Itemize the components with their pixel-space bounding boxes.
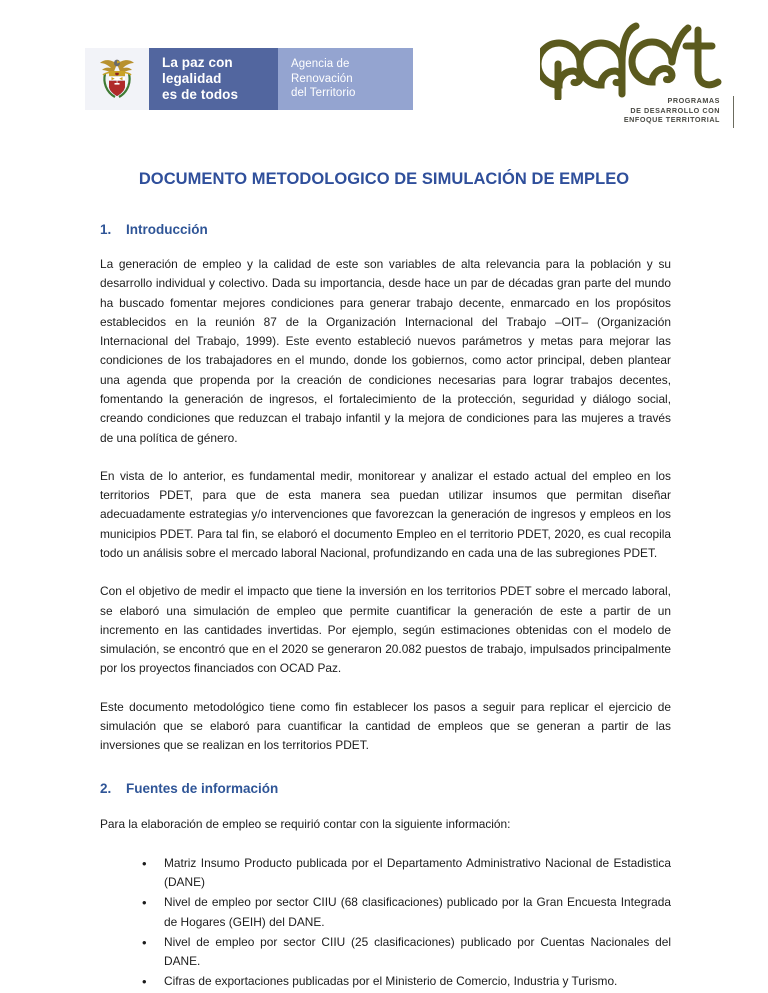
- paragraph: En vista de lo anterior, es fundamental medir, monitorear y analizar el estado actual del empleo en los territorios PDET, para que de esta manera sea puedan utilizar insumos que permitan diseñar adecuadamente estrategias y/o intervenciones que favorezcan la generación de ingresos y empleos en los municipios PDET. Para tal fin, se elaboró el documento Empleo en el territorio PDET, 2020, es cual recopila todo un análisis sobre el mercado laboral Nacional, profundizando en cada una de las subregiones PDET.: [100, 468, 671, 560]
- gov-slogan-line-3: es de todos: [162, 86, 239, 102]
- document-content: [100, 222, 671, 993]
- list-item: • Nivel de empleo por sector CIIU (68 clasificaciones) publicado por la Gran Encuesta Integrada de Hogares (GEIH) del DANE.: [142, 893, 671, 932]
- pdet-logo: [534, 20, 734, 132]
- paragraph: Con el objetivo de medir el impacto que tiene la inversión en los territorios PDET sobre el mercado laboral, se elaboró una simulación de empleo que permite cuantificar la generación de este a partir de un incremento en las cantidades invertidas. Por ejemplo, según estimaciones obtenidas con el modelo de simulación, se encontró que en el 2020 se generaron 20.082 puestos de trabajo, impulsados principalmente por los proyectos financiados con OCAD Paz.: [100, 584, 671, 676]
- section-heading-fuentes: [100, 781, 671, 796]
- gov-slogan-line-2: legalidad: [162, 71, 222, 87]
- pdet-subtitle-line-1: PROGRAMAS: [667, 96, 720, 105]
- page-title: DOCUMENTO METODOLOGICO DE SIMULACIÓN DE EMPLEO: [138, 170, 630, 188]
- pdet-subtitle-line-2: DE DESARROLLO CON: [630, 105, 720, 115]
- gov-agency-line-2: Renovación: [291, 72, 353, 85]
- list-item: • Cifras de exportaciones publicadas por el Ministerio de Comercio, Industria y Turismo.: [142, 972, 671, 991]
- section-intro-text: Para la elaboración de empleo se requirió contar con la siguiente información:: [100, 817, 511, 832]
- gov-colombia-logo: [85, 48, 413, 110]
- colombia-coat-of-arms-icon: [97, 56, 137, 102]
- pdet-subtitle-line-3: ENFOQUE TERRITORIAL: [623, 115, 720, 124]
- section-number-2: 2.: [100, 781, 112, 797]
- gov-slogan-block: [149, 48, 278, 110]
- section-heading-introduccion: [100, 222, 671, 237]
- gov-agency-line-1: Agencia de: [291, 58, 350, 71]
- sources-list: [100, 854, 671, 992]
- gov-slogan-text: [162, 55, 238, 103]
- coat-of-arms-container: [85, 48, 149, 110]
- paragraph: Este documento metodológico tiene como fin establecer los pasos a seguir para replicar el ejercicio de simulación que se elaboró para cuantificar la cantidad de empleos que se generan a partir de las inversiones que se realizan en los territorios PDET.: [100, 699, 671, 753]
- pdet-subtitle: [624, 96, 720, 125]
- gov-agency-line-3: del Territorio: [291, 87, 356, 100]
- gov-slogan-line-1: La paz con: [162, 55, 233, 71]
- pdet-divider-rule: [733, 96, 734, 128]
- section-title-2: Fuentes de información: [126, 781, 279, 797]
- section-number-1: 1.: [100, 222, 112, 237]
- list-item: • Nivel de empleo por sector CIIU (25 clasificaciones) publicado por Cuentas Nacionales del DANE.: [142, 933, 671, 972]
- page-header: [0, 0, 768, 150]
- list-item: • Matriz Insumo Producto publicada por el Departamento Administrativo Nacional de Estadistica (DANE): [142, 854, 671, 893]
- paragraph: La generación de empleo y la calidad de este son variables de alta relevancia para la población y su desarrollo individual y colectivo. Dada su importancia, desde hace un par de décadas gran parte del mundo ha buscado fomentar mejores condiciones para generar trabajo decente, enmarcado en los propósitos establecidos en la reunión 87 de la Organización Internacional del Trabajo –OIT– (Organización Internacional del Trabajo, 1999). Este evento estableció nuevos parámetros y metas para mejorar las condiciones de los trabajadores en el mundo, donde los gobiernos, como actor principal, deben plantear una agenda que propenda por la creación de condiciones necesarias para lograr trabajos decentes, fomentando la generación de ingresos, el fortalecimiento de la protección, seguridad y diálogo social, creando condiciones que reduzcan el trabajo infantil y la mejora de condiciones para las mujeres a través de una política de género.: [100, 257, 671, 445]
- section-title-1: Introducción: [126, 222, 208, 237]
- gov-agency-block: [278, 48, 413, 110]
- pdet-spiral-wordmark-icon: [540, 20, 730, 100]
- gov-agency-text: [291, 57, 355, 100]
